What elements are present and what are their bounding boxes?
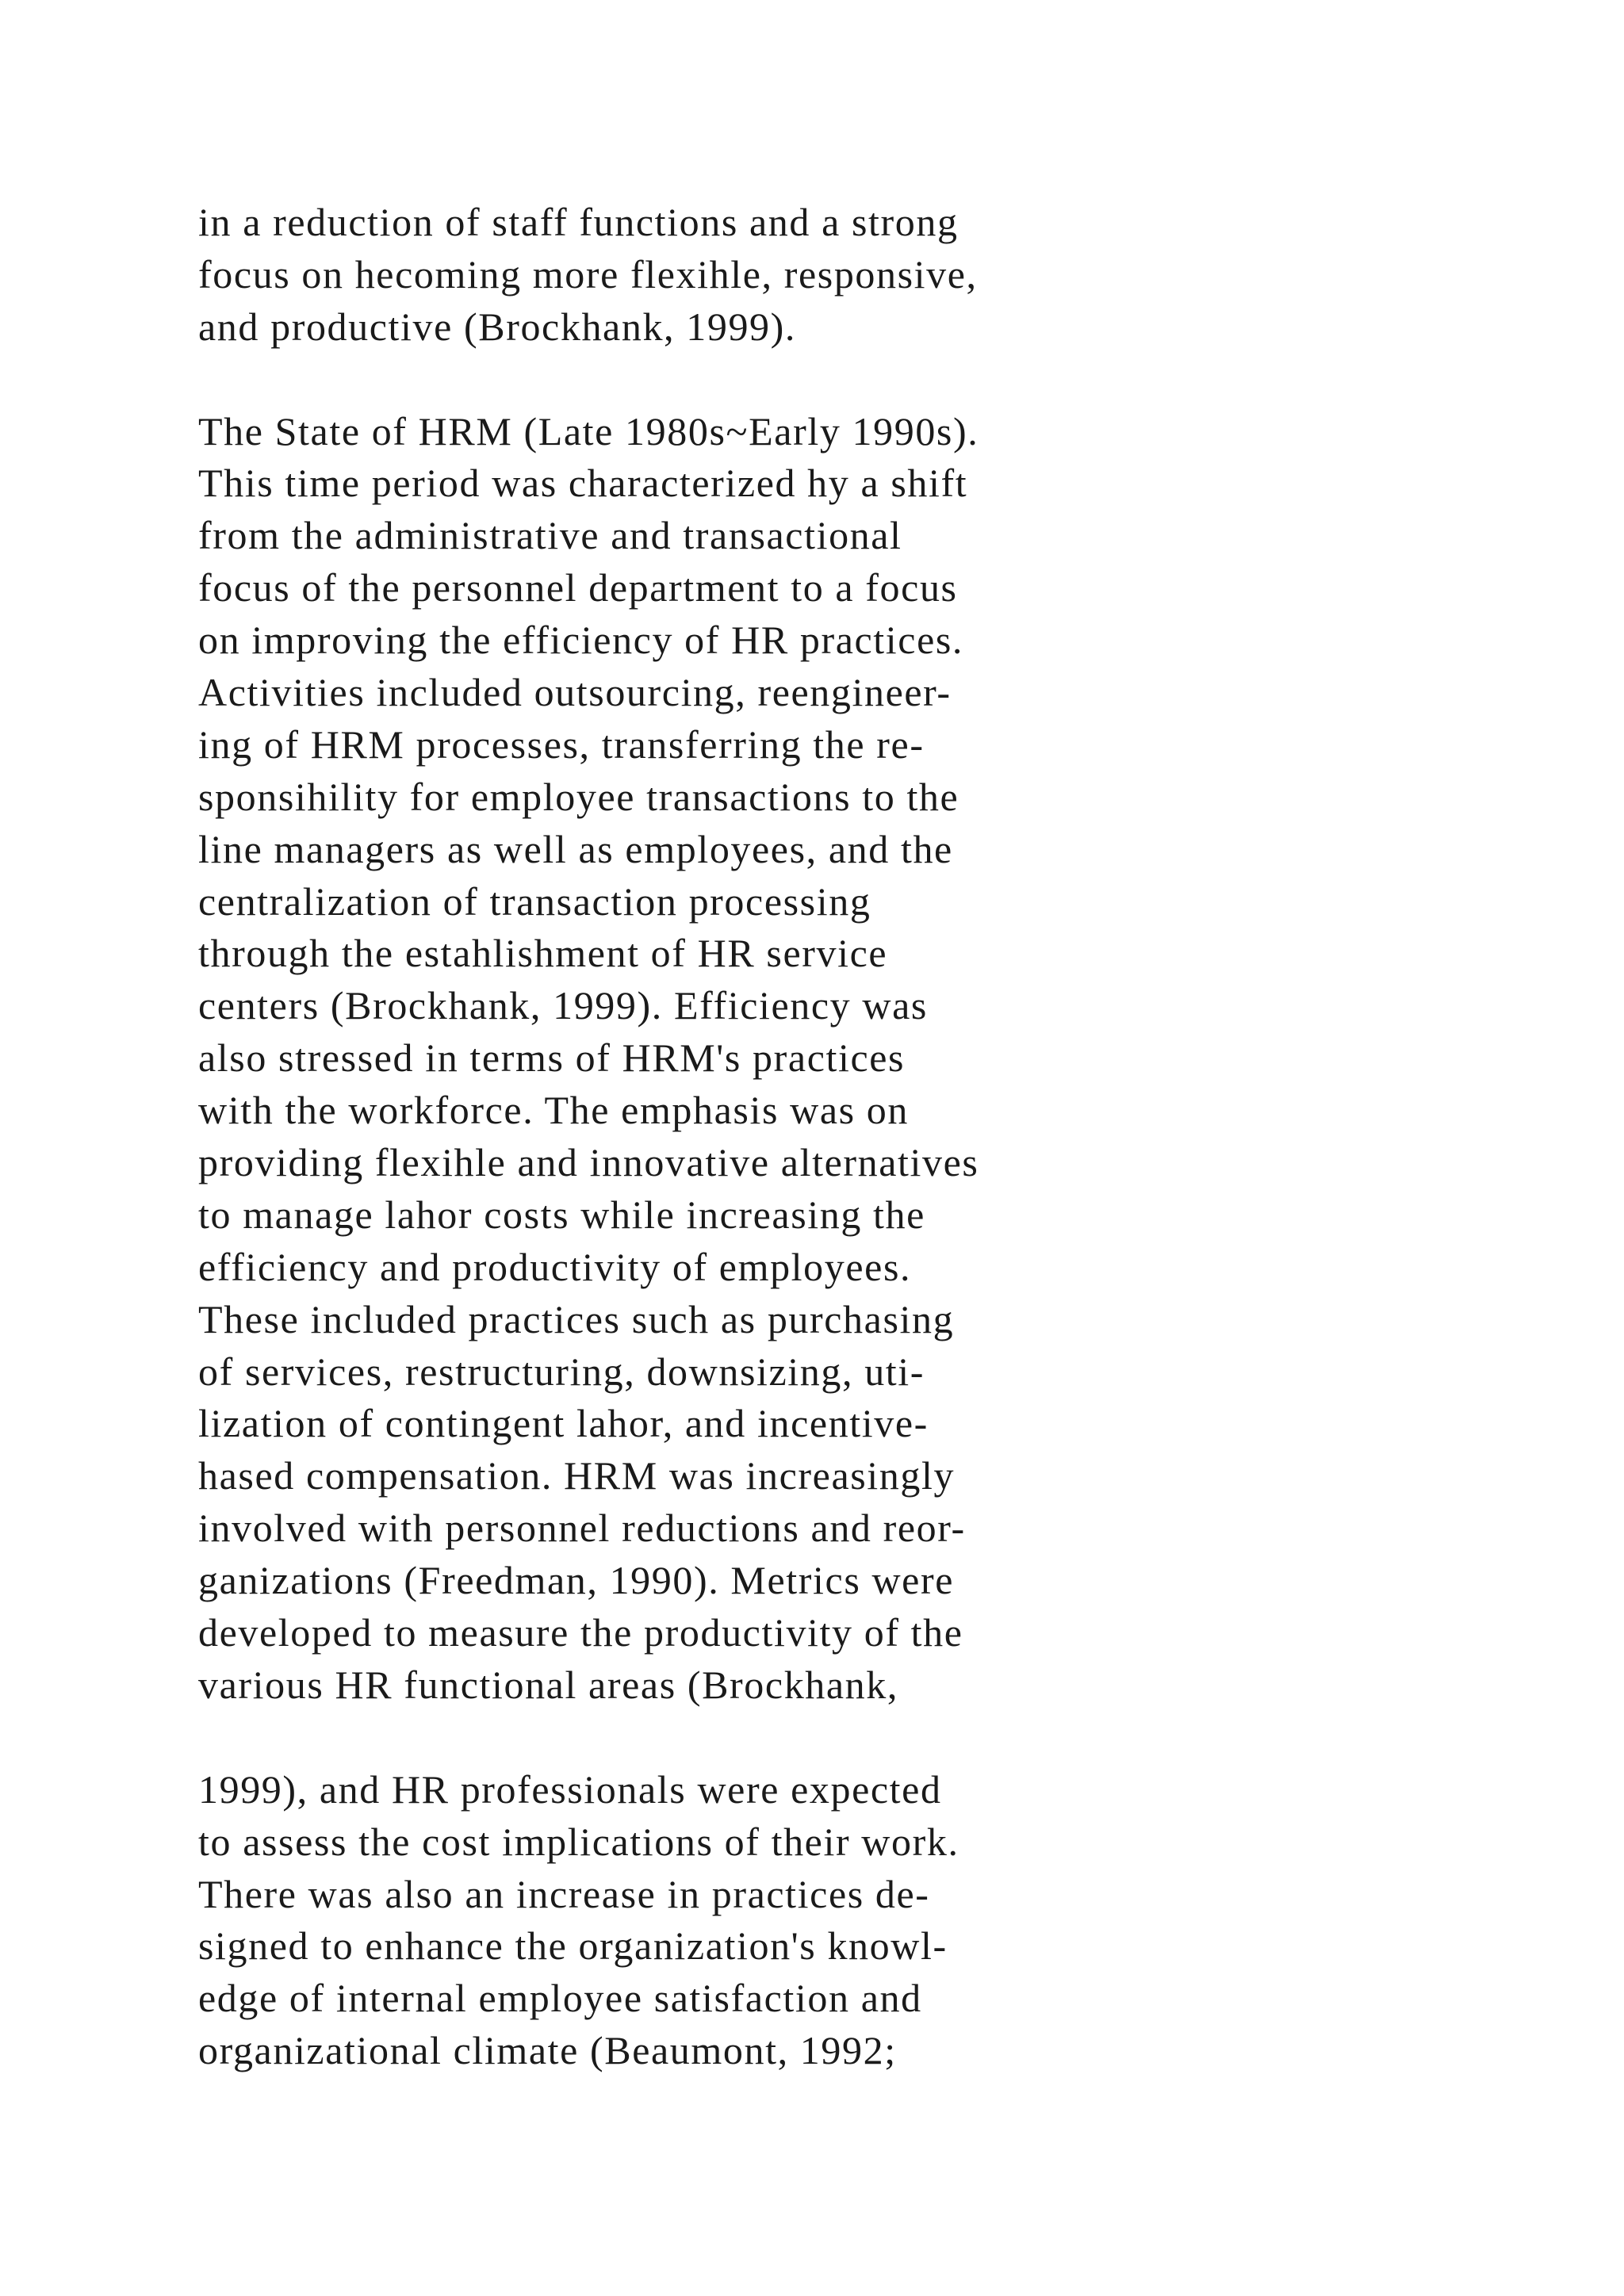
- text-line: from the administrative and transactional: [198, 513, 902, 558]
- text-line: involved with personnel reductions and reor-: [198, 1506, 966, 1551]
- text-line: organizational climate (Beaumont, 1992;: [198, 2028, 897, 2073]
- text-line: edge of internal employee satisfaction and: [198, 1976, 922, 2021]
- text-line: sponsihility for employee transactions to the: [198, 774, 959, 819]
- text-line: with the workforce. The emphasis was on: [198, 1088, 909, 1133]
- body-text: [198, 197, 1507, 2077]
- text-line: through the estahlishment of HR service: [198, 931, 888, 976]
- text-line: These included practices such as purchasing: [198, 1296, 955, 1341]
- text-line: The State of HRM (Late 1980s~Early 1990s).: [198, 408, 979, 453]
- text-line: and productive (Brockhank, 1999).: [198, 304, 796, 349]
- text-line: ing of HRM processes, transferring the re-: [198, 721, 925, 767]
- text-line: in a reduction of staff functions and a strong: [198, 200, 959, 244]
- text-line: hased compensation. HRM was increasingly: [198, 1453, 956, 1498]
- text-line: focus of the personnel department to a focus: [198, 565, 958, 610]
- text-line: to assess the cost implications of their work.: [198, 1819, 959, 1864]
- text-line: Activities included outsourcing, reengineer-: [198, 670, 952, 715]
- text-line: various HR functional areas (Brockhank,: [198, 1662, 898, 1707]
- paragraph-gap: [198, 1712, 1507, 1764]
- text-line: focus on hecoming more flexihle, responsive,: [198, 251, 978, 297]
- text-line: ganizations (Freedman, 1990). Metrics were: [198, 1558, 955, 1603]
- text-line: efficiency and productivity of employees.: [198, 1244, 912, 1289]
- text-line: 1999), and HR professionals were expected: [198, 1766, 942, 1812]
- text-line: to manage lahor costs while increasing the: [198, 1192, 925, 1237]
- text-line: developed to measure the productivity of the: [198, 1610, 963, 1655]
- text-line: line managers as well as employees, and the: [198, 826, 953, 871]
- text-line: also stressed in terms of HRM's practices: [198, 1035, 906, 1081]
- text-line: on improving the efficiency of HR practices.: [198, 618, 964, 663]
- text-line: centralization of transaction processing: [198, 878, 871, 924]
- paragraph-gap: [198, 354, 1507, 406]
- text-line: centers (Brockhank, 1999). Efficiency was: [198, 983, 928, 1028]
- text-line: This time period was characterized hy a shift: [198, 461, 968, 506]
- text-line: of services, restructuring, downsizing, uti-: [198, 1349, 925, 1394]
- text-line: providing flexihle and innovative alternatives: [198, 1140, 979, 1185]
- text-line: signed to enhance the organization's knowl-: [198, 1923, 948, 1969]
- text-line: There was also an increase in practices de-: [198, 1871, 930, 1916]
- text-line: lization of contingent lahor, and incentive-: [198, 1401, 929, 1446]
